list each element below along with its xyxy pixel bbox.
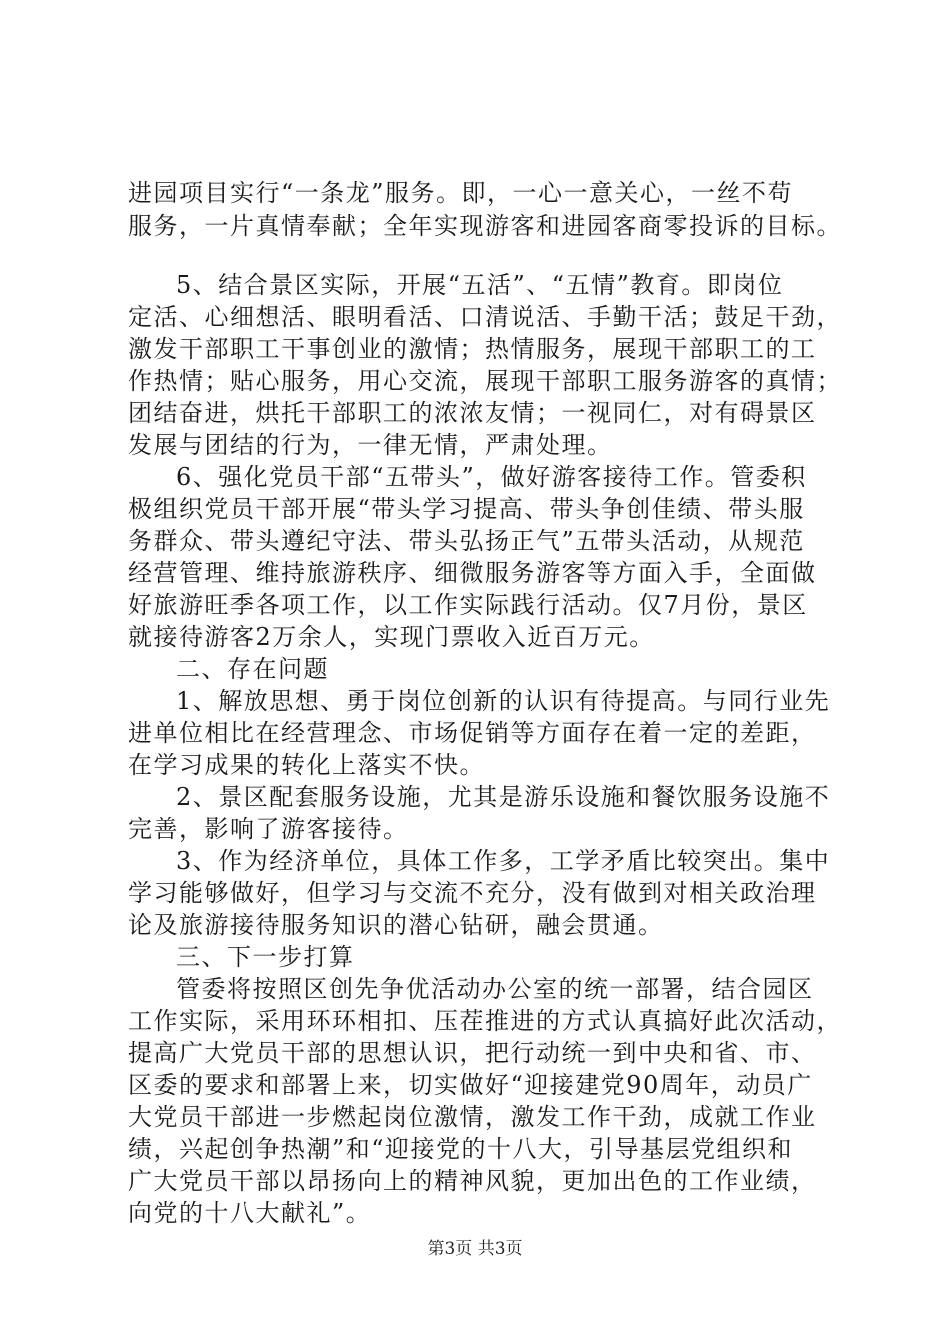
section-heading-next-steps: 三、下一步打算 — [176, 943, 355, 971]
problem-1-line: 在学习成果的转化上落实不快。 — [128, 751, 485, 779]
paragraph-5-line: 定活、心细想活、眼明看活、口清说活、手勤干活；鼓足干劲， — [128, 303, 842, 331]
paragraph-5-line: 作热情；贴心服务，用心交流，展现干部职工服务游客的真情； — [128, 367, 842, 395]
body-text-line: 服务，一片真情奉献；全年实现游客和进园客商零投诉的目标。 — [128, 212, 842, 240]
next-steps-line: 广大党员干部以昂扬向上的精神风貌，更加出色的工作业绩， — [128, 1167, 817, 1195]
problem-3-line: 学习能够做好，但学习与交流不充分，没有做到对相关政治理 — [128, 879, 817, 907]
paragraph-6-line: 务群众、带头遵纪守法、带头弘扬正气”五带头活动，从规范 — [128, 527, 805, 555]
next-steps-line: 管委将按照区创先争优活动办公室的统一部署，结合园区 — [176, 975, 814, 1003]
next-steps-line: 大党员干部进一步燃起岗位激情，激发工作干劲，成就工作业 — [128, 1103, 817, 1131]
paragraph-6-line: 好旅游旺季各项工作，以工作实际践行活动。仅7月份，景区 — [128, 591, 808, 619]
problem-1-line: 1、解放思想、勇于岗位创新的认识有待提高。与同行业先 — [176, 687, 831, 715]
next-steps-line: 向党的十八大献礼”。 — [128, 1199, 372, 1227]
paragraph-6-line: 6、强化党员干部“五带头”，做好游客接待工作。管委积 — [176, 463, 807, 491]
page-number-footer: 第3页 共3页 — [427, 1239, 523, 1259]
problem-2-line: 2、景区配套服务设施，尤其是游乐设施和餐饮服务设施不 — [176, 783, 831, 811]
paragraph-5-line: 发展与团结的行为，一律无情，严肃处理。 — [128, 431, 613, 459]
section-heading-problems: 二、存在问题 — [176, 655, 329, 683]
paragraph-6-line: 就接待游客2万余人，实现门票收入近百万元。 — [128, 623, 655, 651]
next-steps-line: 绩，兴起创争热潮”和“迎接党的十八大，引导基层党组织和 — [128, 1135, 794, 1163]
next-steps-line: 区委的要求和部署上来，切实做好“迎接建党90周年，动员广 — [128, 1071, 813, 1099]
paragraph-5-line: 5、结合景区实际，开展“五活”、“五情”教育。即岗位 — [176, 271, 784, 299]
problem-3-line: 论及旅游接待服务知识的潜心钻研，融会贯通。 — [128, 911, 664, 939]
problem-1-line: 进单位相比在经营理念、市场促销等方面存在着一定的差距， — [128, 719, 817, 747]
paragraph-5-line: 激发干部职工干事创业的激情；热情服务，展现干部职工的工 — [128, 335, 817, 363]
paragraph-5-line: 团结奋进，烘托干部职工的浓浓友情；一视同仁，对有碍景区 — [128, 399, 817, 427]
next-steps-line: 提高广大党员干部的思想认识，把行动统一到中央和省、市、 — [128, 1039, 817, 1067]
problem-2-line: 完善，影响了游客接待。 — [128, 815, 409, 843]
body-text-line: 进园项目实行“一条龙”服务。即，一心一意关心，一丝不苟 — [128, 179, 794, 207]
next-steps-line: 工作实际，采用环环相扣、压茬推进的方式认真搞好此次活动， — [128, 1007, 842, 1035]
problem-3-line: 3、作为经济单位，具体工作多，工学矛盾比较突出。集中 — [176, 847, 831, 875]
paragraph-6-line: 极组织党员干部开展“带头学习提高、带头争创佳绩、带头服 — [128, 495, 805, 523]
paragraph-6-line: 经营管理、维持旅游秩序、细微服务游客等方面入手，全面做 — [128, 559, 817, 587]
